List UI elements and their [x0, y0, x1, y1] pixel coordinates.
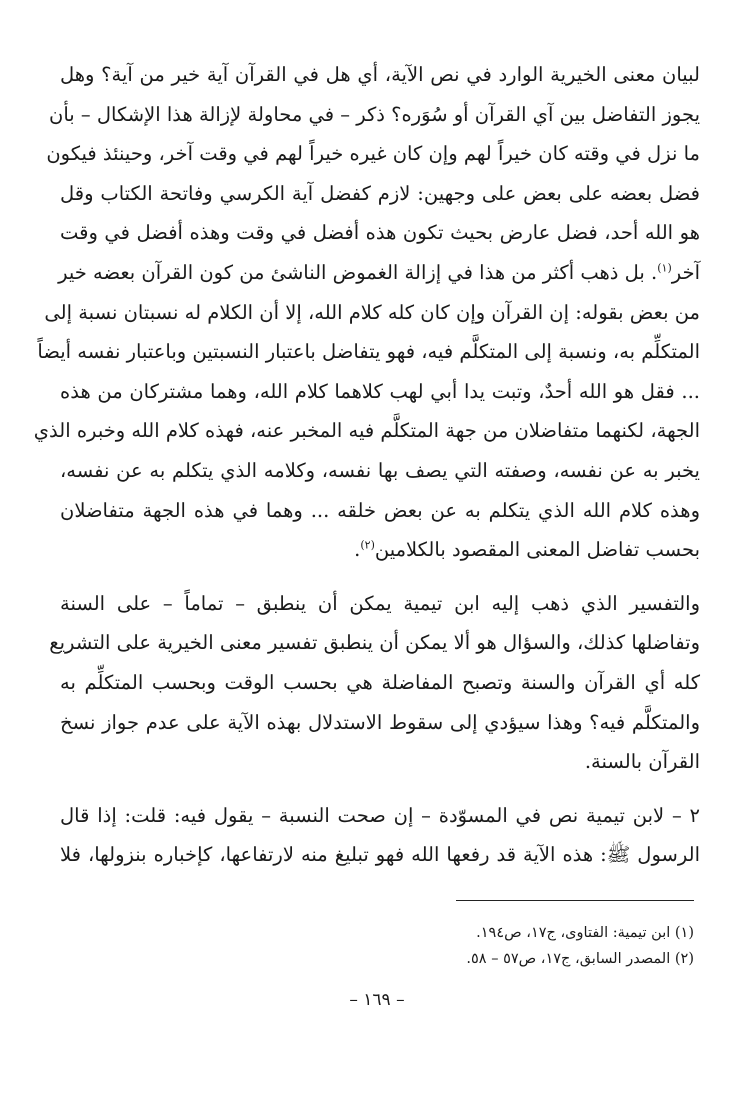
- text-line: كله أي القرآن والسنة وتصبح المفاضلة هي بحسب الوقت وبحسب المتكلِّم به: [60, 670, 700, 694]
- paragraph-1: [33, 55, 700, 570]
- text-line: [60, 530, 700, 570]
- paragraph-2: [49, 584, 700, 782]
- text-line: وتفاضلها كذلك، والسؤال هو ألا يمكن أن ينطبق تفسير معنى الخيرية على التشريع: [49, 631, 700, 655]
- footnote-1: (١) ابن تيمية: الفتاوى، ج١٧، ص١٩٤.: [476, 925, 694, 941]
- text-line: الجهة، لكنهما متفاضلان من جهة المتكلَّم فيه المخبر عنه، فهذه كلام الله وخبره الذي: [33, 419, 700, 443]
- text-line: لبيان معنى الخيرية الوارد في نص الآية، أي هل في القرآن آية خير من آية؟ وهل: [60, 63, 700, 86]
- footnote-ref: (١): [657, 261, 672, 275]
- paragraph-3: [60, 796, 700, 875]
- text-fragment: . بل ذهب أكثر من هذا في إزالة الغموض الناشئ من كون القرآن بعضه خير: [58, 260, 658, 284]
- text-line: ... فقل هو الله أحدٌ، وتبت يدا أبي لهب كلاهما كلام الله، وهما مشتركان من هذه: [60, 379, 700, 403]
- text-line: [60, 253, 700, 293]
- text-line: وهذه كلام الله الذي يتكلم به عن بعض خلقه ... وهما في هذه الجهة متفاضلان: [60, 498, 700, 522]
- text-line: ٢ – لابن تيمية نص في المسوّدة – إن صحت النسبة – يقول فيه: قلت: إذا قال: [60, 803, 700, 827]
- footnotes: [54, 920, 694, 972]
- paragraph-gap: [60, 782, 700, 796]
- text-fragment: بحسب تفاضل المعنى المقصود بالكلامين: [374, 538, 700, 562]
- text-fragment: .: [354, 538, 361, 562]
- text-line: والتفسير الذي ذهب إليه ابن تيمية يمكن أن ينطبق – تماماً – على السنة: [60, 591, 700, 615]
- text-line: ما نزل في وقته كان خيراً لهم وإن كان غيره خيراً لهم في وقت آخر، وحينئذ فيكون: [46, 142, 700, 166]
- text-line: الرسول ﷺ: هذه الآية قد رفعها الله فهو تبليغ منه لارتفاعها، كإخباره بنزولها، فلا: [60, 843, 700, 867]
- text-line: من بعض بقوله: إن القرآن وإن كان كله كلام الله، إلا أن الكلام له نسبتان نسبة إلى: [44, 300, 700, 324]
- text-fragment: آخر: [671, 260, 700, 284]
- page-number: – ١٦٩ –: [349, 990, 405, 1010]
- text-line: هو الله أحد، فضل عارض بحيث تكون هذه أفضل في وقت وهذه أفضل في وقت: [60, 221, 700, 245]
- text-line: المتكلِّم به، ونسبة إلى المتكلَّم فيه، فهو يتفاضل باعتبار النسبتين وباعتبار نفسه أيضاً: [37, 340, 700, 364]
- text-line: يخبر به عن نفسه، وصفته التي يصف بها نفسه، وكلامه الذي يتكلم به عن نفسه،: [60, 458, 700, 482]
- text-line: يجوز التفاضل بين آي القرآن أو سُوَره؟ ذكر – في محاولة لإزالة هذا الإشكال – بأن: [49, 102, 700, 126]
- footnote-ref: (٢): [360, 538, 375, 552]
- text-line: القرآن بالسنة.: [584, 750, 700, 774]
- footnote-divider: [456, 900, 694, 901]
- text-line: فضل بعضه على بعض على وجهين: لازم كفضل آية الكرسي وفاتحة الكتاب وقل: [60, 181, 700, 205]
- text-line: والمتكلَّم فيه؟ وهذا سيؤدي إلى سقوط الاستدلال بهذه الآية على عدم جواز نسخ: [60, 710, 700, 734]
- paragraph-gap: [60, 570, 700, 584]
- main-text: [33, 55, 700, 875]
- footnote-2: (٢) المصدر السابق، ج١٧، ص٥٧ – ٥٨.: [466, 951, 694, 967]
